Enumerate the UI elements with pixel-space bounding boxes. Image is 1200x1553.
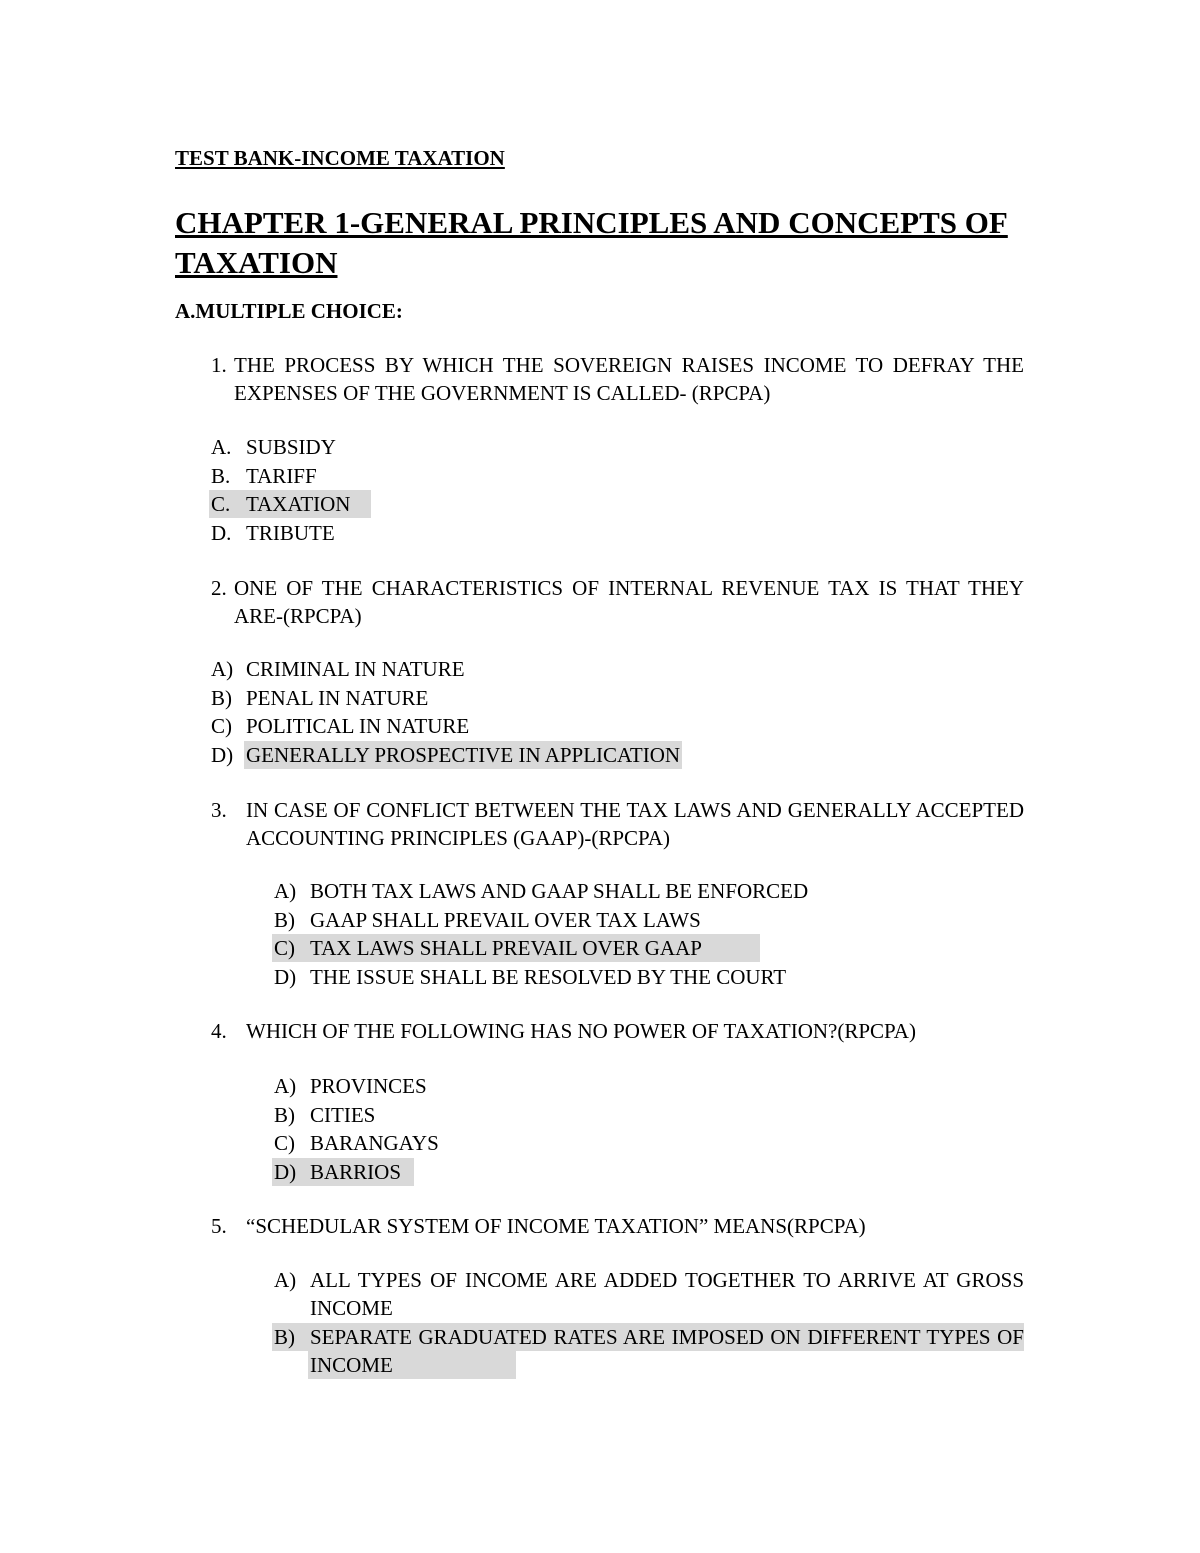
option-letter: D) bbox=[274, 965, 297, 989]
option-text: TARIFF bbox=[246, 464, 317, 488]
option-letter: A) bbox=[274, 1074, 297, 1098]
option-text: TRIBUTE bbox=[246, 521, 335, 545]
option-letter: C) bbox=[274, 1131, 295, 1155]
option-letter: B) bbox=[274, 1103, 295, 1127]
question-text: ONE OF THE CHARACTERISTICS OF INTERNAL REVENUE TAX IS THAT THEY ARE-(RPCPA) bbox=[234, 576, 1024, 628]
option-text: PROVINCES bbox=[310, 1074, 427, 1098]
option-text: BOTH TAX LAWS AND GAAP SHALL BE ENFORCED bbox=[310, 879, 809, 903]
option-letter: A) bbox=[211, 657, 234, 681]
option-letter: B) bbox=[274, 1325, 295, 1349]
option-letter: B) bbox=[211, 686, 232, 710]
option-text: GAAP SHALL PREVAIL OVER TAX LAWS bbox=[310, 908, 701, 932]
question-number: 1. bbox=[211, 353, 227, 377]
question-number: 3. bbox=[211, 798, 227, 822]
option-text-highlighted: GENERALLY PROSPECTIVE IN APPLICATION bbox=[246, 743, 681, 767]
question-1-text: THE PROCESS BY WHICH THE SOVEREIGN RAISES INCOME TO DEFRAY THE EXPENSES OF THE GOVERNMENT IS CALLED- (RPCPA) bbox=[234, 353, 1024, 405]
option-letter: C) bbox=[211, 714, 232, 738]
option-text: CRIMINAL IN NATURE bbox=[246, 657, 465, 681]
question-text bbox=[234, 351, 1024, 407]
question-text: “SCHEDULAR SYSTEM OF INCOME TAXATION” MEANS(RPCPA) bbox=[246, 1214, 866, 1238]
option-text: ALL TYPES OF INCOME ARE ADDED TOGETHER TO ARRIVE AT GROSS INCOME bbox=[310, 1268, 1024, 1320]
option-letter: D. bbox=[211, 521, 232, 545]
option-text: SUBSIDY bbox=[246, 435, 336, 459]
option-text: CITIES bbox=[310, 1103, 376, 1127]
option-letter: D) bbox=[211, 743, 234, 767]
option-letter: B. bbox=[211, 464, 231, 488]
question-text: WHICH OF THE FOLLOWING HAS NO POWER OF TAXATION?(RPCPA) bbox=[246, 1019, 916, 1043]
question-number: 5. bbox=[211, 1214, 227, 1238]
option-letter-highlighted: D) bbox=[272, 1158, 414, 1186]
option-letter-highlighted: C. bbox=[209, 490, 371, 518]
option-text: TAX LAWS SHALL PREVAIL OVER GAAP bbox=[310, 936, 702, 960]
option-letter: A. bbox=[211, 435, 232, 459]
section-title: A.MULTIPLE CHOICE: bbox=[175, 299, 403, 323]
test-bank-title: TEST BANK-INCOME TAXATION bbox=[175, 146, 505, 170]
option-text: THE ISSUE SHALL BE RESOLVED BY THE COURT bbox=[310, 965, 787, 989]
question-number: 4. bbox=[211, 1019, 227, 1043]
option-letter: B) bbox=[274, 908, 295, 932]
option-letter: A) bbox=[274, 879, 297, 903]
option-text: BARANGAYS bbox=[310, 1131, 439, 1155]
option-text: SEPARATE GRADUATED RATES ARE IMPOSED ON DIFFERENT TYPES OF INCOME bbox=[310, 1325, 1024, 1377]
option-text: POLITICAL IN NATURE bbox=[246, 714, 470, 738]
option-letter: A) bbox=[274, 1268, 297, 1292]
question-number: 2. bbox=[211, 576, 227, 600]
option-text: TAXATION bbox=[246, 492, 351, 516]
option-letter-highlighted: C) bbox=[272, 934, 760, 962]
option-text: PENAL IN NATURE bbox=[246, 686, 429, 710]
question-text: IN CASE OF CONFLICT BETWEEN THE TAX LAWS AND GENERALLY ACCEPTED ACCOUNTING PRINCIPLES (GAAP)-(RPCPA) bbox=[246, 798, 1024, 850]
chapter-title: CHAPTER 1-GENERAL PRINCIPLES AND CONCEPTS OF TAXATION bbox=[175, 205, 1008, 280]
option-text: BARRIOS bbox=[310, 1160, 402, 1184]
